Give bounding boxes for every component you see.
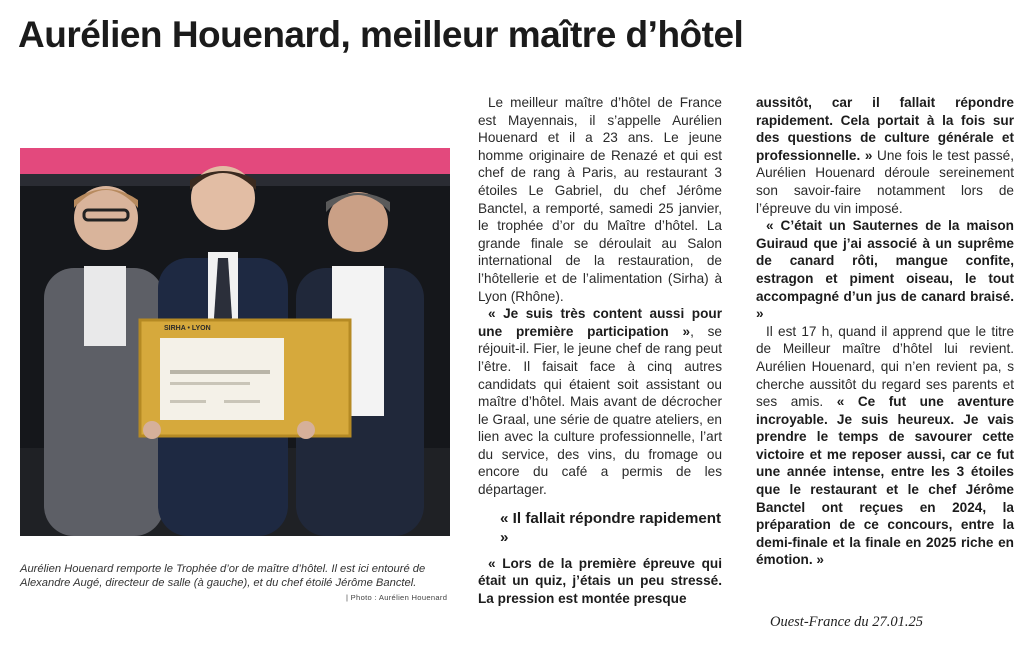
quote: « C’était un Sauternes de la maison Guiraud que j’ai associé à un suprême de canard rôti, mangue confite, estragon et piment oiseau, le tout accompagné d’un jus de canard braisé. »: [756, 218, 1014, 322]
paragraph-text: Une fois le test passé, Aurélien Houenard déroule sereinement son savoir-faire notamment lors de l’épreuve du vin imposé.: [756, 147, 1014, 216]
paragraph: Le meilleur maître d’hôtel de France est Mayennais, il s’appelle Aurélien Houenard et il a 23 ans. Le jeune homme originaire de Renazé et qui est chef de rang à Paris, au restaurant 3 étoiles Le Gabriel, du chef Jérôme Banctel, a remporté, samedi 25 janvier, le trophée d’or du Maître d’hôtel. La grande finale se déroulait au Salon international de la restauration, de l’hôtellerie et de l’alimentation (Sirha) à Lyon (Rhône).: [478, 95, 722, 304]
article-column-1: [478, 94, 722, 607]
article-photo: [20, 148, 450, 536]
paragraph: [756, 94, 1014, 217]
source-line: Ouest-France du 27.01.25: [770, 614, 924, 630]
award-photo-illustration: [20, 148, 450, 536]
quote: « Je suis très content aussi pour une première participation »: [478, 306, 722, 339]
quote: « Lors de la première épreuve qui était un quiz, j’étais un peu stressé. La pression est montée presque: [478, 555, 722, 606]
paragraph: [756, 323, 1014, 569]
subheading: « Il fallait répondre rapidement »: [500, 509, 722, 546]
article-headline: Aurélien Houenard, meilleur maître d’hôtel: [18, 14, 744, 55]
photo-caption: Aurélien Houenard remporte le Trophée d’or de maître d’hôtel. Il est ici entouré de Alexandre Augé, directeur de salle (à gauche), et du chef étoilé Jérôme Banctel.: [20, 563, 426, 589]
quote: aussitôt, car il fallait répondre rapidement. Cela portait à la fois sur des questions de culture générale et professionnelle. »: [756, 95, 1014, 163]
quote: « Ce fut une aventure incroyable. Je suis heureux. Je vais prendre le temps de savourer cette victoire et me reposer aussi, car ce fut une année intense, entre les 3 étoiles que le restaurant et le chef Jérôme Banctel ont reçues en 2024, la préparation de ce concours, entre la demi-finale et la finale en 2025 riche en émotion. »: [756, 394, 1015, 568]
paragraph-text: Il est 17 h, quand il apprend que le titre de Meilleur maître d’hôtel lui revient. Aurélien Houenard, qui n’en revient pa, s cherche aussitôt du regard ses parents et ses amis.: [756, 323, 1014, 410]
paragraph: [478, 305, 722, 499]
article-column-2: [756, 94, 1014, 569]
frame-brand: SIRHA • LYON: [164, 325, 211, 332]
photo-credit: | Photo : Aurélien Houenard: [346, 593, 448, 602]
paragraph-text: , se réjouit-il. Fier, le jeune chef de rang peut l’être. Il faisait face à cinq autres candidats qui étaient soit assistant ou maître d’hôtel. Mais avant de décrocher le Graal, une série de quatre ateliers, en lien avec la culture professionnelle, l’art du service, des vins, du fromage ou encore du café a permis de les départager.: [478, 323, 722, 498]
